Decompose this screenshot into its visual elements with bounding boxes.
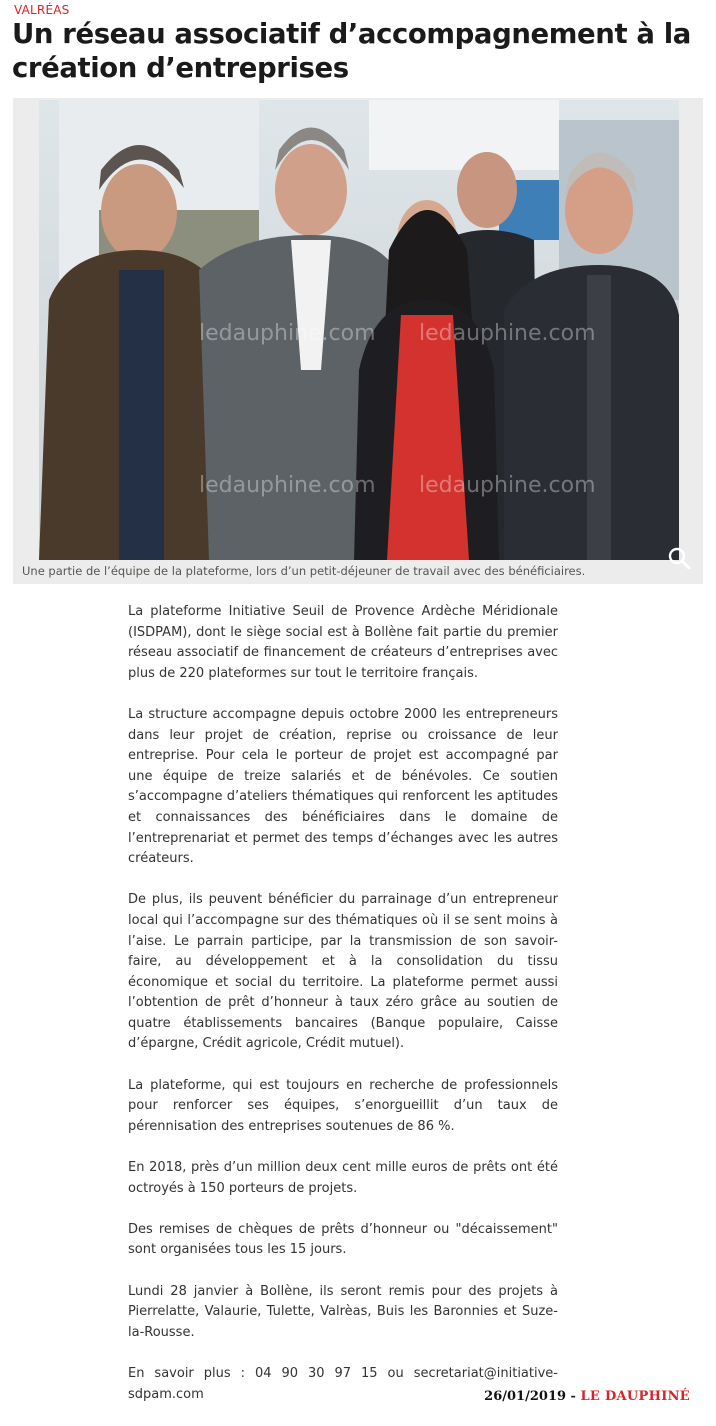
- article-paragraph: Des remises de chèques de prêts d’honneur ou "décaissement" sont organisées tous les 15 jours.: [128, 1221, 558, 1258]
- source-name: LE DAUPHINÉ: [580, 1389, 690, 1404]
- photo-watermark: ledauphine.com: [199, 473, 376, 498]
- article-title: Un réseau associatif d’accompagnement à la création d’entreprises: [12, 18, 691, 84]
- section-kicker[interactable]: VALRÉAS: [14, 3, 70, 17]
- article-footer: [484, 1389, 690, 1404]
- photo-caption: Une partie de l’équipe de la plateforme, lors d’un petit-déjeuner de travail avec des bénéficiaires.: [22, 564, 586, 578]
- photo-watermark: ledauphine.com: [199, 321, 376, 346]
- photo-illustration: [39, 100, 679, 560]
- photo-watermark: ledauphine.com: [419, 321, 596, 346]
- photo-watermark: ledauphine.com: [419, 473, 596, 498]
- publication-date: 26/01/2019: [484, 1389, 567, 1404]
- article-paragraph: La plateforme, qui est toujours en recherche de professionnels pour renforcer ses équipes, s’enorgueillit d’un taux de pérennisation des entreprises soutenues de 86 %.: [128, 1077, 558, 1134]
- article-photo[interactable]: [39, 100, 679, 560]
- article-body: [128, 602, 558, 1426]
- article-paragraph: La structure accompagne depuis octobre 2000 les entrepreneurs dans leur projet de création, reprise ou croissance de leur entreprise. Pour cela le porteur de projet est accompagné par une équipe de treize salariés et de bénévoles. Ce soutien s’accompagne d’ateliers thématiques qui renforcent les aptitudes et connaissances des bénéficiaires dans le domaine de l’entreprenariat et permet des temps d’échanges avec les autres créateurs.: [128, 706, 558, 867]
- article-paragraph: En 2018, près d’un million deux cent mille euros de prêts ont été octroyés à 150 porteurs de projets.: [128, 1160, 558, 1196]
- article-paragraph: En savoir plus : 04 90 30 97 15 ou secretariat@initiative-sdpam.com: [128, 1365, 558, 1402]
- article-paragraph: La plateforme Initiative Seuil de Provence Ardèche Méridionale (ISDPAM), dont le siège social est à Bollène fait partie du premier réseau associatif de financement de créateurs d’entreprises avec plus de 220 plateformes sur tout le territoire français.: [128, 604, 558, 681]
- footer-separator: -: [566, 1389, 581, 1404]
- article-figure: [13, 98, 703, 584]
- article-paragraph: De plus, ils peuvent bénéficier du parrainage d’un entrepreneur local qui l’accompagne sur des thématiques où il se sent moins à l’aise. Le parrain participe, par la transmission de son savoir-faire, au développement et à la consolidation du tissu économique et social du territoire. La plateforme permet aussi l’obtention de prêt d’honneur à taux zéro grâce au soutien de quatre établissements bancaires (Banque populaire, Caisse d’épargne, Crédit agricole, Crédit mutuel).: [128, 892, 558, 1052]
- article-paragraph: Lundi 28 janvier à Bollène, ils seront remis pour des projets à Pierrelatte, Valaurie, Tulette, Valrèas, Buis les Baronnies et Suze-la-Rousse.: [128, 1283, 558, 1340]
